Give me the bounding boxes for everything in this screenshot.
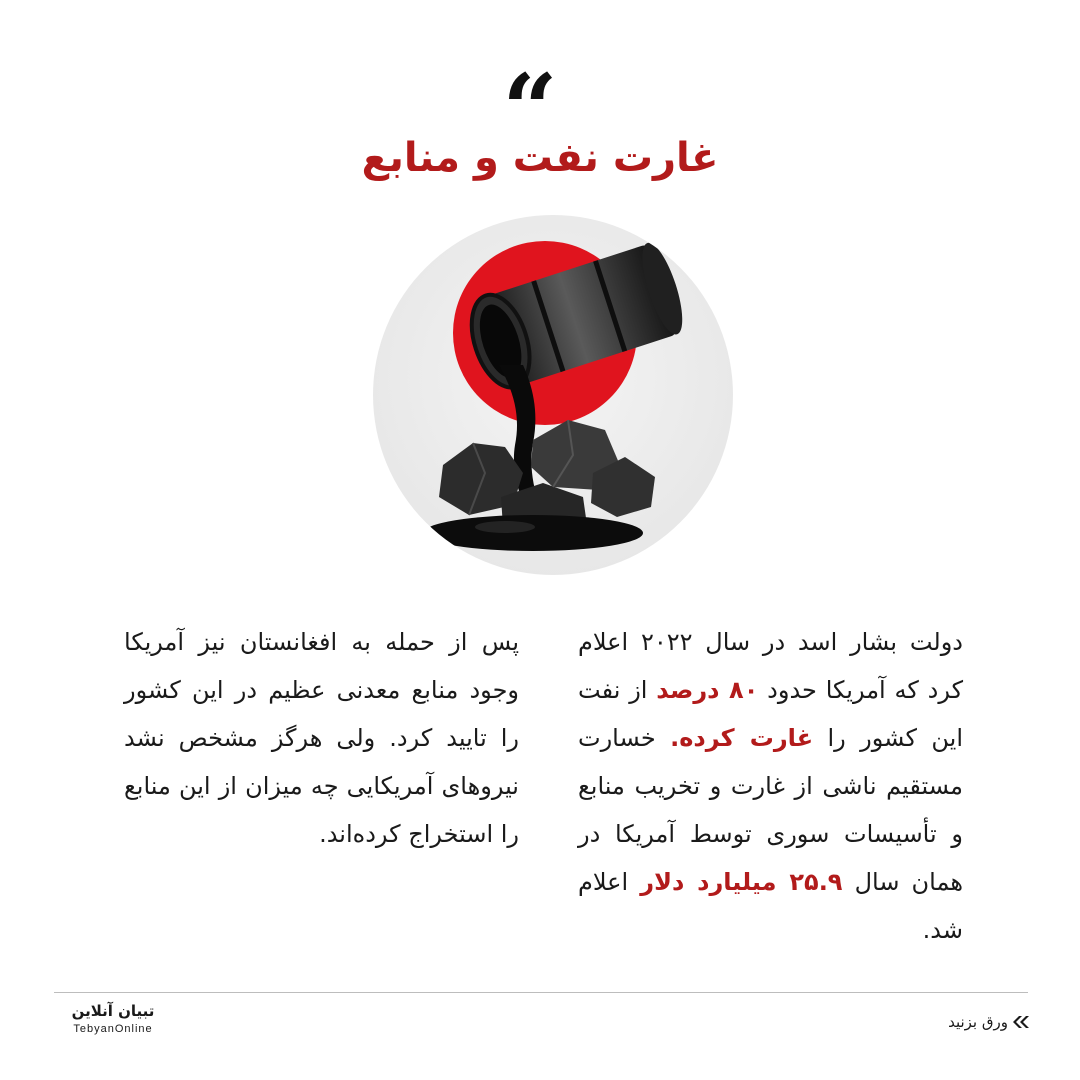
highlight-looted: غارت کرده.: [670, 724, 814, 752]
page-title: غارت نفت و منابع: [361, 135, 719, 181]
chevron-double-left-icon: [1010, 1015, 1030, 1029]
tebyan-logo[interactable]: [58, 1000, 168, 1044]
syria-paragraph: [578, 618, 963, 954]
logo-text-fa: تبیان آنلاین: [71, 1002, 155, 1020]
quote-icon: “: [502, 53, 558, 166]
swipe-label: ورق بزنید: [948, 1013, 1008, 1031]
syria-text-1: دولت بشار اسد در سال ۲۰۲۲ اعلام کرد که آمریکا حدود: [578, 628, 964, 704]
highlight-amount: ۲۵.۹ میلیارد دلار: [640, 868, 843, 896]
syria-text-3: خسارت مستقیم ناشی از غارت و تخریب منابع و تأسیسات سوری توسط آمریکا در همان سال: [578, 724, 964, 896]
syria-text-2: از نفت این کشور را: [578, 676, 963, 752]
syria-text-4: اعلام شد.: [578, 868, 963, 944]
highlight-percent: ۸۰ درصد: [656, 676, 759, 704]
afghanistan-paragraph: [124, 618, 519, 858]
footer-divider: [54, 992, 1028, 993]
oil-barrel-illustration: [373, 215, 733, 575]
swipe-next-button[interactable]: [930, 1008, 1030, 1036]
logo-text-en: TebyanOnline: [73, 1023, 153, 1035]
oil-puddle: [423, 515, 643, 551]
afghanistan-text: پس از حمله به افغانستان نیز آمریکا وجود منابع معدنی عظیم در این کشور را تایید کرد. ولی هرگز مشخص نشد نیروهای آمریکایی چه میزان از این منابع را استخراج کرده‌اند.: [124, 628, 519, 848]
